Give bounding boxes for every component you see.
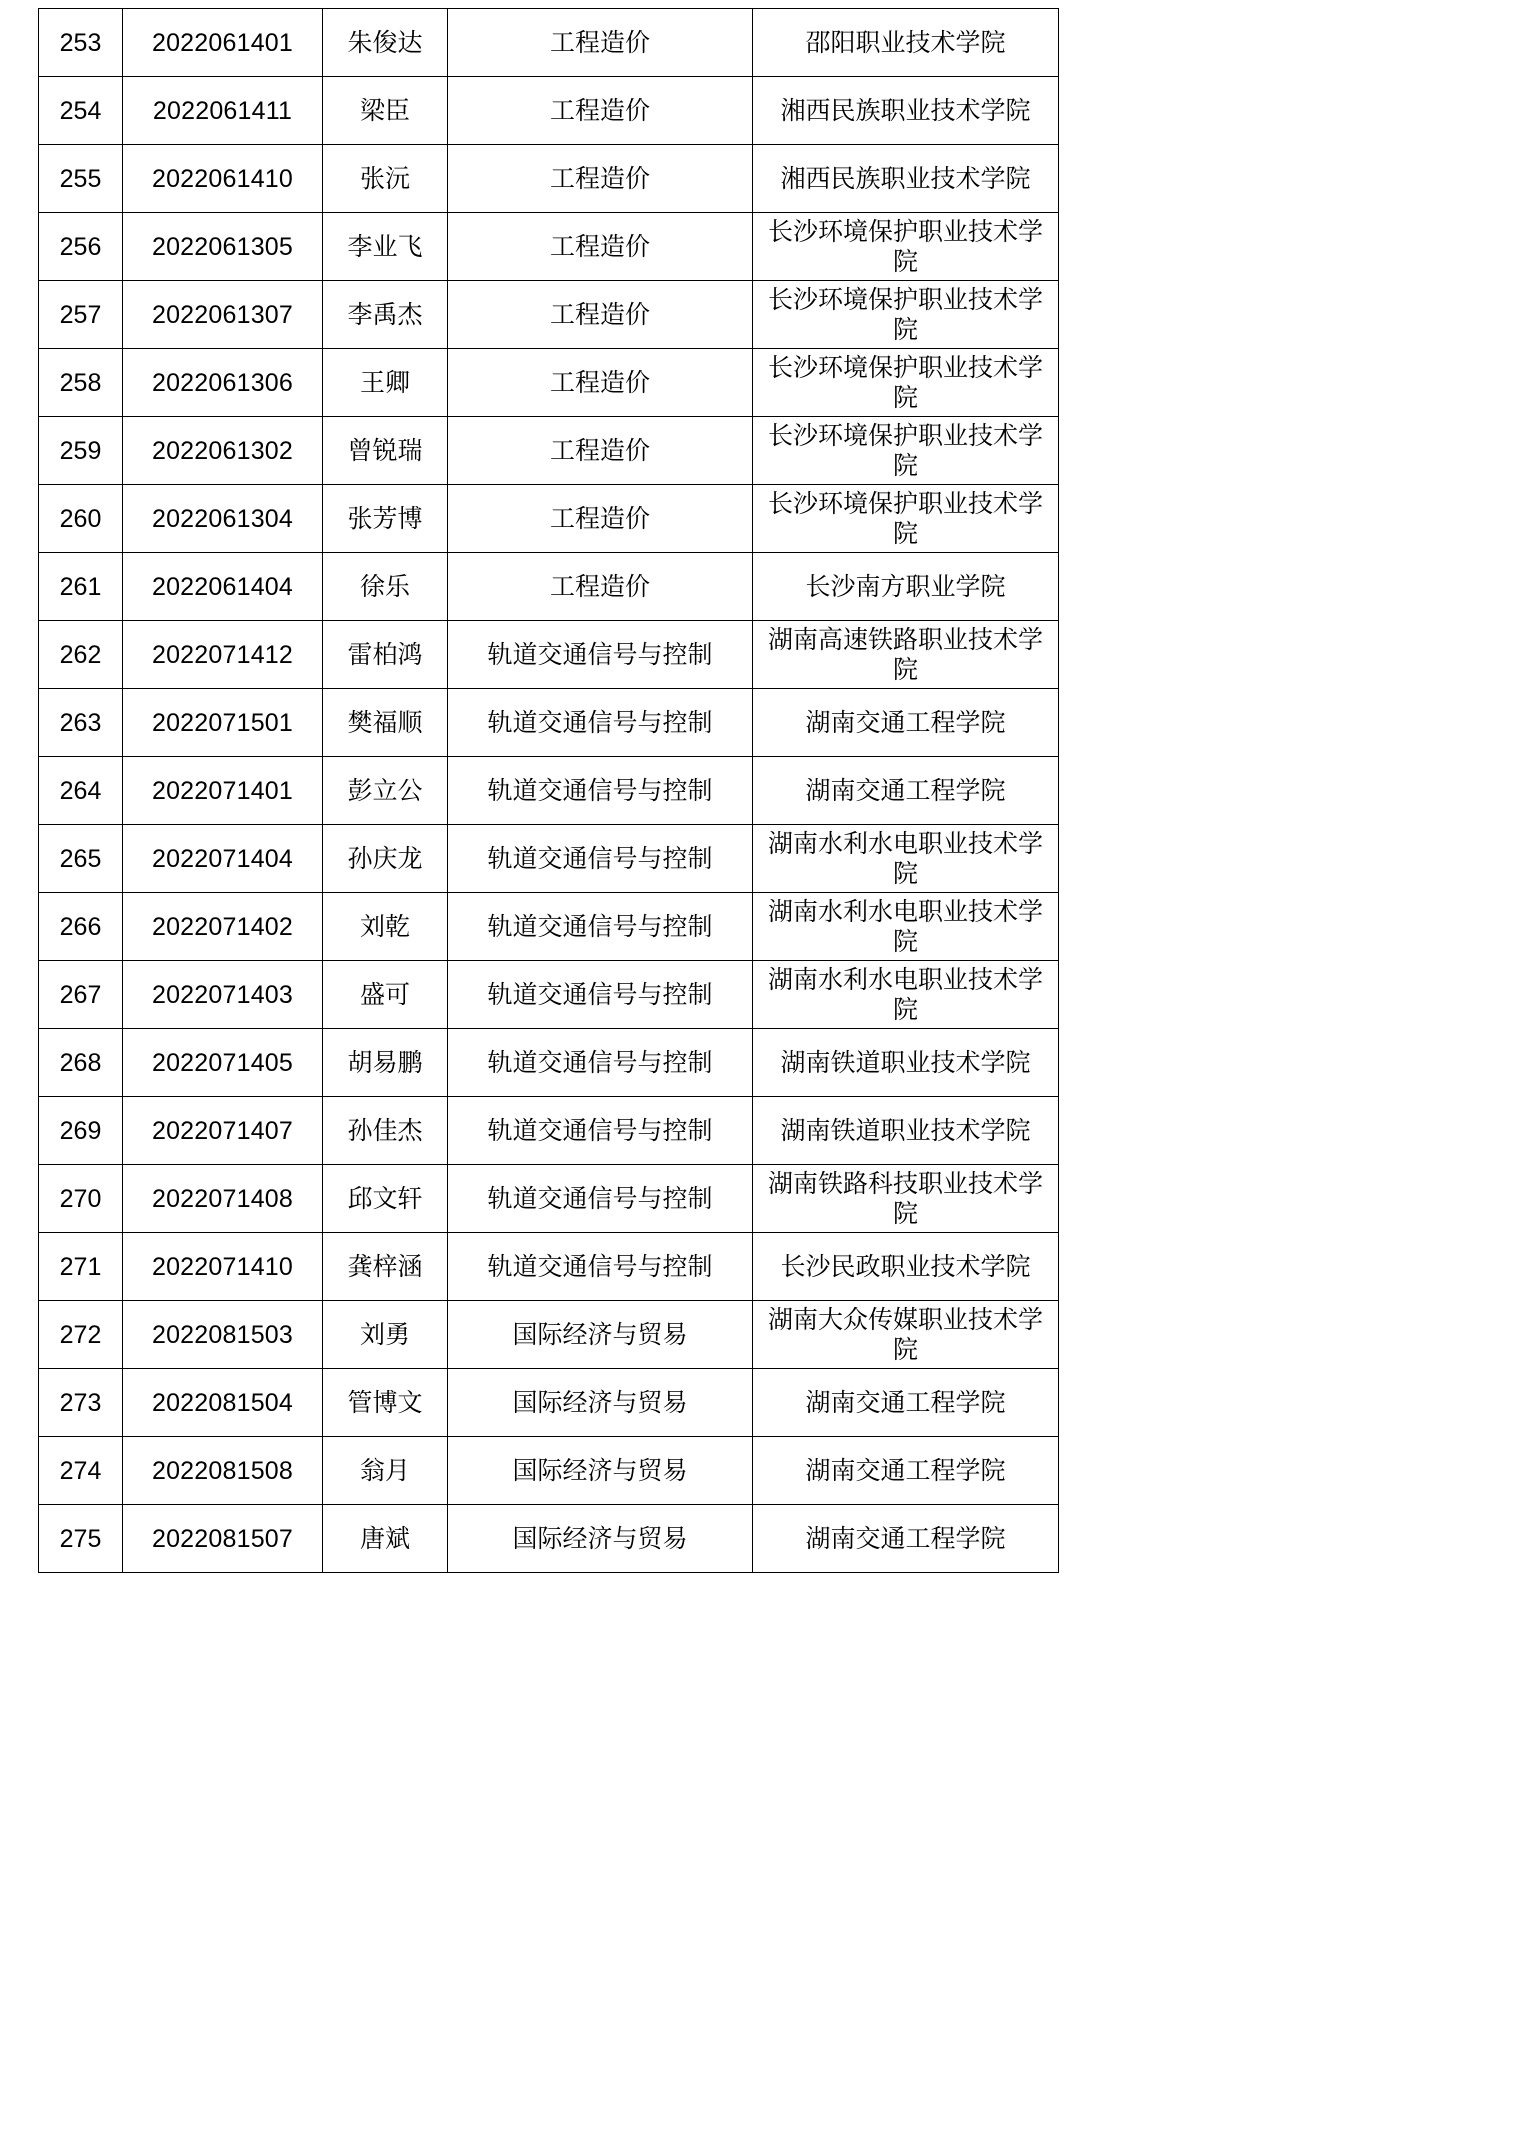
cell-major: 轨道交通信号与控制 [448,825,753,893]
cell-student-name: 邱文轩 [323,1165,448,1233]
cell-index: 266 [39,893,123,961]
cell-candidate-id: 2022061401 [123,9,323,77]
table-row [39,1233,1059,1301]
table-row [39,621,1059,689]
cell-major: 工程造价 [448,213,753,281]
cell-index: 269 [39,1097,123,1165]
cell-school: 湖南高速铁路职业技术学院 [753,621,1059,689]
table-row [39,281,1059,349]
cell-major: 工程造价 [448,9,753,77]
cell-index: 256 [39,213,123,281]
cell-index: 270 [39,1165,123,1233]
cell-school: 长沙南方职业学院 [753,553,1059,621]
cell-school: 湖南交通工程学院 [753,757,1059,825]
cell-major: 国际经济与贸易 [448,1437,753,1505]
cell-major: 工程造价 [448,485,753,553]
cell-candidate-id: 2022081508 [123,1437,323,1505]
cell-school: 湖南水利水电职业技术学院 [753,825,1059,893]
cell-candidate-id: 2022061306 [123,349,323,417]
cell-candidate-id: 2022071501 [123,689,323,757]
cell-school: 湖南水利水电职业技术学院 [753,961,1059,1029]
cell-student-name: 刘乾 [323,893,448,961]
cell-student-name: 胡易鹏 [323,1029,448,1097]
cell-school: 湘西民族职业技术学院 [753,145,1059,213]
table-row [39,145,1059,213]
table-row [39,689,1059,757]
cell-student-name: 翁月 [323,1437,448,1505]
cell-major: 轨道交通信号与控制 [448,757,753,825]
cell-school: 长沙环境保护职业技术学院 [753,281,1059,349]
cell-major: 工程造价 [448,281,753,349]
table-row [39,77,1059,145]
cell-index: 265 [39,825,123,893]
cell-school: 湖南水利水电职业技术学院 [753,893,1059,961]
cell-school: 长沙环境保护职业技术学院 [753,349,1059,417]
cell-index: 262 [39,621,123,689]
table-row [39,757,1059,825]
cell-candidate-id: 2022061305 [123,213,323,281]
table-row [39,1029,1059,1097]
cell-major: 轨道交通信号与控制 [448,1029,753,1097]
table-row [39,9,1059,77]
cell-school: 湖南铁道职业技术学院 [753,1029,1059,1097]
cell-student-name: 张芳博 [323,485,448,553]
table-row [39,1097,1059,1165]
cell-student-name: 梁臣 [323,77,448,145]
cell-school: 湖南铁路科技职业技术学院 [753,1165,1059,1233]
cell-student-name: 李禹杰 [323,281,448,349]
cell-index: 274 [39,1437,123,1505]
cell-candidate-id: 2022071405 [123,1029,323,1097]
table-row [39,893,1059,961]
cell-index: 275 [39,1505,123,1573]
cell-index: 268 [39,1029,123,1097]
cell-index: 258 [39,349,123,417]
table-row [39,553,1059,621]
cell-index: 257 [39,281,123,349]
cell-student-name: 曾锐瑞 [323,417,448,485]
cell-candidate-id: 2022081503 [123,1301,323,1369]
cell-school: 长沙环境保护职业技术学院 [753,213,1059,281]
cell-student-name: 李业飞 [323,213,448,281]
cell-major: 工程造价 [448,77,753,145]
table-row [39,1165,1059,1233]
cell-school: 湖南大众传媒职业技术学院 [753,1301,1059,1369]
cell-school: 湖南铁道职业技术学院 [753,1097,1059,1165]
cell-candidate-id: 2022061410 [123,145,323,213]
table-row [39,417,1059,485]
cell-index: 260 [39,485,123,553]
cell-major: 轨道交通信号与控制 [448,621,753,689]
cell-index: 261 [39,553,123,621]
cell-student-name: 雷柏鸿 [323,621,448,689]
cell-index: 253 [39,9,123,77]
cell-index: 271 [39,1233,123,1301]
cell-candidate-id: 2022071407 [123,1097,323,1165]
cell-candidate-id: 2022071402 [123,893,323,961]
cell-candidate-id: 2022081507 [123,1505,323,1573]
cell-school: 邵阳职业技术学院 [753,9,1059,77]
cell-major: 工程造价 [448,417,753,485]
cell-candidate-id: 2022071410 [123,1233,323,1301]
cell-school: 湖南交通工程学院 [753,1369,1059,1437]
table-row [39,349,1059,417]
cell-school: 湖南交通工程学院 [753,1505,1059,1573]
cell-candidate-id: 2022071412 [123,621,323,689]
cell-candidate-id: 2022061411 [123,77,323,145]
cell-school: 长沙环境保护职业技术学院 [753,417,1059,485]
cell-major: 轨道交通信号与控制 [448,961,753,1029]
table-row [39,1369,1059,1437]
cell-school: 湖南交通工程学院 [753,689,1059,757]
cell-index: 273 [39,1369,123,1437]
cell-major: 轨道交通信号与控制 [448,893,753,961]
cell-school: 长沙民政职业技术学院 [753,1233,1059,1301]
cell-student-name: 刘勇 [323,1301,448,1369]
cell-student-name: 王卿 [323,349,448,417]
roster-table [38,8,1059,1573]
cell-major: 轨道交通信号与控制 [448,1097,753,1165]
cell-student-name: 孙佳杰 [323,1097,448,1165]
cell-candidate-id: 2022061302 [123,417,323,485]
table-row [39,961,1059,1029]
cell-school: 长沙环境保护职业技术学院 [753,485,1059,553]
cell-major: 工程造价 [448,145,753,213]
cell-candidate-id: 2022071403 [123,961,323,1029]
cell-index: 272 [39,1301,123,1369]
cell-school: 湖南交通工程学院 [753,1437,1059,1505]
cell-major: 工程造价 [448,349,753,417]
table-row [39,1301,1059,1369]
roster-table-body [39,9,1059,1573]
cell-school: 湘西民族职业技术学院 [753,77,1059,145]
cell-index: 259 [39,417,123,485]
cell-student-name: 龚梓涵 [323,1233,448,1301]
table-row [39,1437,1059,1505]
cell-student-name: 彭立公 [323,757,448,825]
cell-student-name: 朱俊达 [323,9,448,77]
cell-student-name: 樊福顺 [323,689,448,757]
cell-student-name: 张沅 [323,145,448,213]
cell-index: 263 [39,689,123,757]
cell-student-name: 盛可 [323,961,448,1029]
cell-major: 国际经济与贸易 [448,1369,753,1437]
cell-index: 267 [39,961,123,1029]
cell-student-name: 管博文 [323,1369,448,1437]
cell-candidate-id: 2022071408 [123,1165,323,1233]
cell-major: 轨道交通信号与控制 [448,689,753,757]
cell-major: 国际经济与贸易 [448,1505,753,1573]
cell-index: 255 [39,145,123,213]
cell-major: 国际经济与贸易 [448,1301,753,1369]
cell-student-name: 徐乐 [323,553,448,621]
cell-index: 254 [39,77,123,145]
table-row [39,1505,1059,1573]
cell-candidate-id: 2022081504 [123,1369,323,1437]
cell-student-name: 唐斌 [323,1505,448,1573]
cell-candidate-id: 2022071401 [123,757,323,825]
cell-candidate-id: 2022071404 [123,825,323,893]
cell-major: 轨道交通信号与控制 [448,1165,753,1233]
cell-student-name: 孙庆龙 [323,825,448,893]
cell-candidate-id: 2022061304 [123,485,323,553]
table-row [39,213,1059,281]
cell-index: 264 [39,757,123,825]
cell-candidate-id: 2022061404 [123,553,323,621]
cell-major: 轨道交通信号与控制 [448,1233,753,1301]
table-row [39,485,1059,553]
cell-candidate-id: 2022061307 [123,281,323,349]
cell-major: 工程造价 [448,553,753,621]
table-row [39,825,1059,893]
